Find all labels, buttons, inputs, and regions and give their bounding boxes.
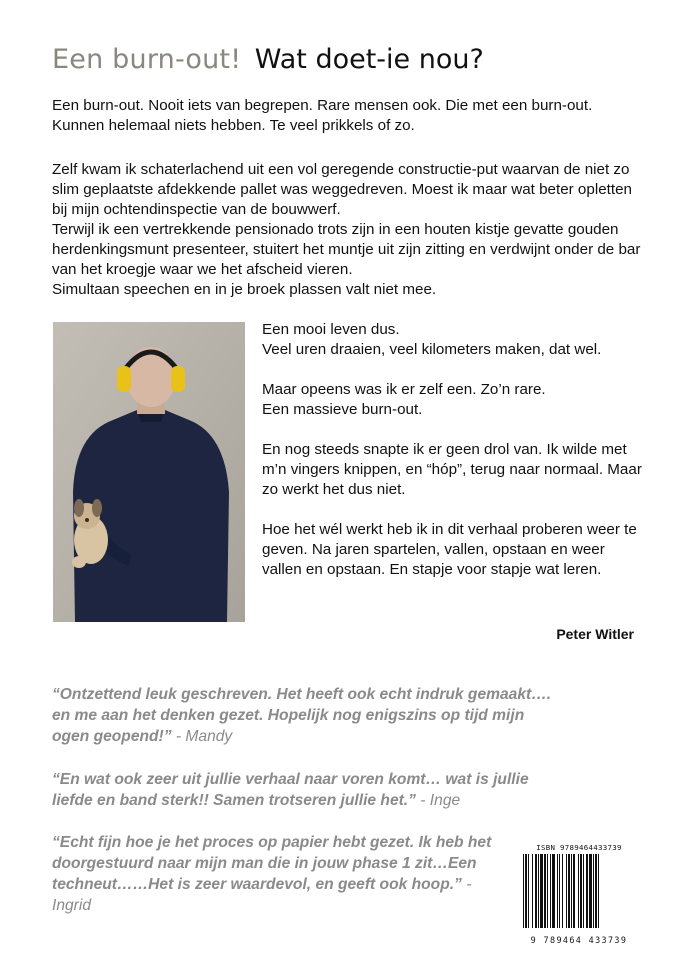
quote-3-text: “Echt fijn hoe je het proces op papier hebt gezet. Ik heb het doorgestuurd naar mijn man die in jouw phase 1 zit…Een techneut……Het is zeer waardevol, en geeft ook hoop.” bbox=[52, 834, 492, 893]
barcode-bar bbox=[595, 854, 597, 928]
barcode-bar bbox=[598, 854, 599, 928]
quote-3 bbox=[52, 832, 502, 916]
side-line-1: Een mooi leven dus. bbox=[262, 321, 400, 338]
barcode-bar bbox=[589, 854, 592, 928]
side-line-4: Een massieve burn-out. bbox=[262, 401, 423, 418]
quote-3-author: - Ingrid bbox=[52, 876, 472, 914]
barcode-bar bbox=[562, 854, 563, 928]
story-line-3: Simultaan speechen en in je broek plassen valt niet mee. bbox=[52, 281, 437, 298]
story-line-1: Zelf kwam ik schaterlachend uit een vol geregende constructie-put waarvan de niet zo slim geplaatste afdekkende pallet was weggedreven. Moest ik maar wat beter opletten bij mijn ochtendinspectie van de bouwwerf. bbox=[52, 161, 632, 218]
barcode-bar bbox=[566, 854, 567, 928]
barcode-bars bbox=[520, 852, 638, 930]
page-title bbox=[52, 44, 484, 75]
quote-1-author: - Mandy bbox=[171, 728, 233, 745]
title-part-1: Een burn-out! bbox=[52, 44, 242, 75]
side-column bbox=[262, 320, 642, 580]
barcode-bar bbox=[547, 854, 548, 928]
isbn-label: ISBN 9789464433739 bbox=[536, 843, 622, 852]
quote-2-author: - Inge bbox=[415, 792, 461, 809]
side-line-5: En nog steeds snapte ik er geen drol van. Ik wilde met m’n vingers knippen, en “hóp”, terug naar normaal. Maar zo werkt het dus niet. bbox=[262, 441, 642, 498]
barcode-bar bbox=[523, 854, 524, 928]
isbn-digits: 9 789464 433739 bbox=[530, 935, 628, 945]
barcode-bar bbox=[568, 854, 570, 928]
intro-paragraph: Een burn-out. Nooit iets van begrepen. Rare mensen ook. Die met een burn-out. Kunnen helemaal niets hebben. Te veel prikkels of zo. bbox=[52, 97, 593, 134]
barcode-bar bbox=[528, 854, 529, 928]
barcode-bar bbox=[586, 854, 588, 928]
side-line-3: Maar opeens was ik er zelf een. Zo’n rare. bbox=[262, 381, 546, 398]
story-paragraph bbox=[52, 160, 644, 300]
barcode-bar bbox=[535, 854, 537, 928]
story-line-2: Terwijl ik een vertrekkende pensionado trots zijn in een houten kistje gevatte gouden herdenkingsmunt presenteer, stuitert het muntje uit zijn zitting en verdwijnt onder de bar van het kroegje waar we het afscheid vieren. bbox=[52, 221, 641, 278]
barcode-bar bbox=[540, 854, 543, 928]
quote-2-text: “En wat ook zeer uit jullie verhaal naar voren komt… wat is jullie liefde en band sterk!! Samen trotseren jullie het.” bbox=[52, 771, 529, 809]
barcode-bar bbox=[593, 854, 594, 928]
side-line-6: Hoe het wél werkt heb ik in dit verhaal proberen weer te geven. Na jaren spartelen, vallen, opstaan en weer vallen en opstaan. En stapje voor stapje wat leren. bbox=[262, 521, 637, 578]
quote-1 bbox=[52, 684, 552, 747]
author-name: Peter Witler bbox=[556, 626, 634, 642]
barcode-bar bbox=[550, 854, 551, 928]
author-photo bbox=[53, 322, 245, 622]
isbn-barcode bbox=[520, 843, 638, 946]
side-line-2: Veel uren draaien, veel kilometers maken, dat wel. bbox=[262, 341, 602, 358]
barcode-bar bbox=[557, 854, 558, 928]
barcode-bar bbox=[571, 854, 572, 928]
barcode-bar bbox=[552, 854, 555, 928]
barcode-bar bbox=[583, 854, 584, 928]
barcode-bar bbox=[525, 854, 527, 928]
barcode-bar bbox=[544, 854, 546, 928]
quote-1-text: “Ontzettend leuk geschreven. Het heeft ook echt indruk gemaakt…. en me aan het denken gezet. Hopelijk nog enigszins op tijd mijn ogen geopend!” bbox=[52, 686, 552, 745]
barcode-bar bbox=[559, 854, 560, 928]
barcode-bar bbox=[573, 854, 575, 928]
barcode-bar bbox=[580, 854, 582, 928]
barcode-bar bbox=[532, 854, 533, 928]
title-part-2: Wat doet-ie nou? bbox=[254, 44, 484, 75]
barcode-bar bbox=[538, 854, 539, 928]
quote-2 bbox=[52, 769, 552, 811]
barcode-bar bbox=[578, 854, 579, 928]
